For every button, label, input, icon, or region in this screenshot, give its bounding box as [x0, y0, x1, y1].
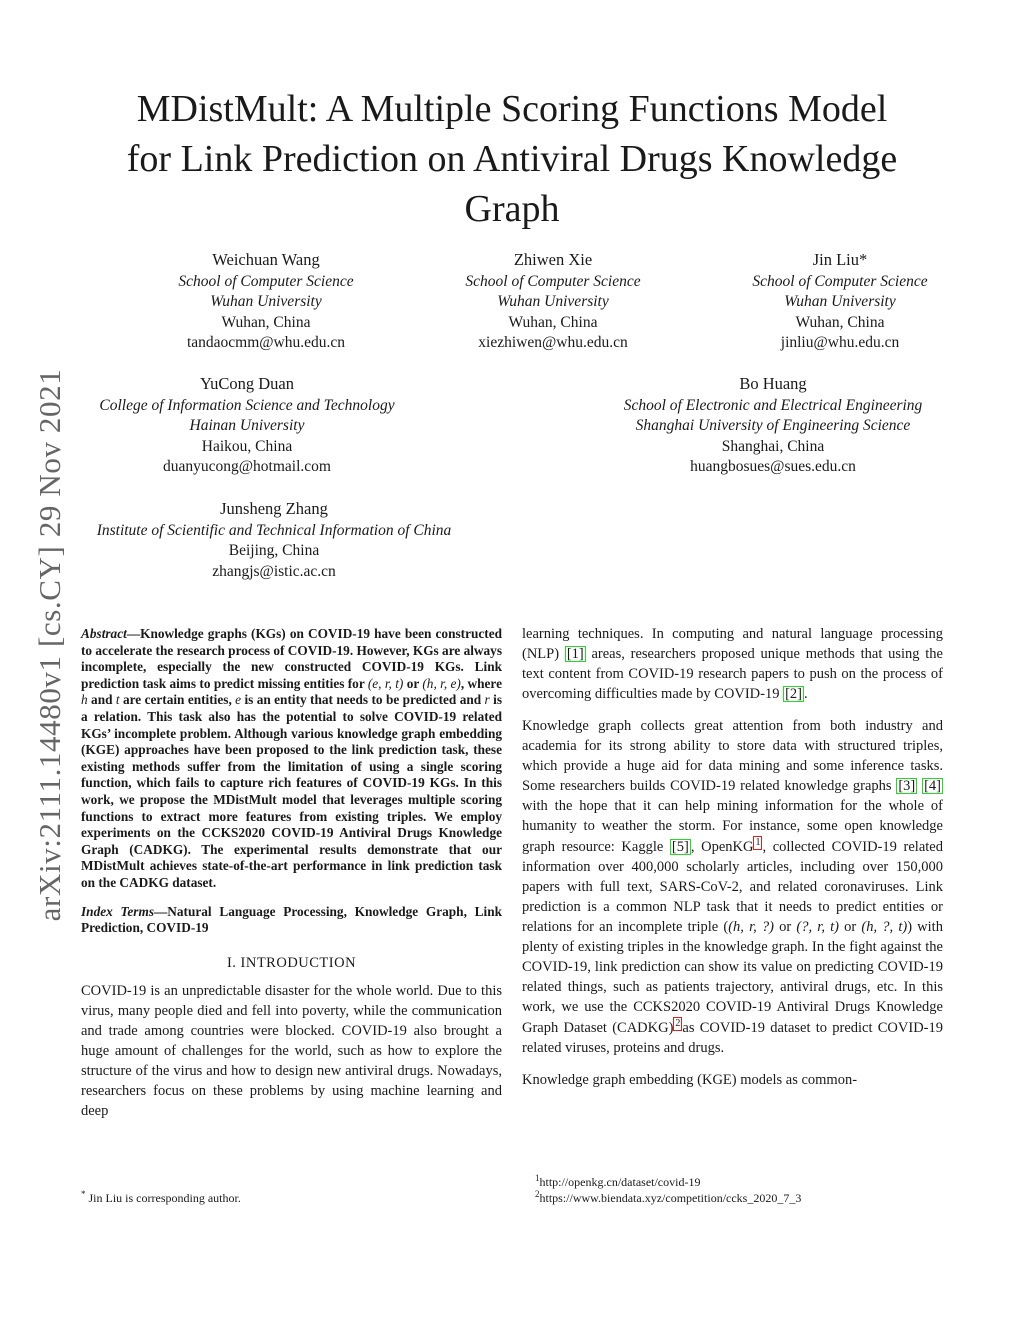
author-location: Shanghai, China — [721, 437, 825, 455]
author-name: YuCong Duan — [200, 374, 294, 393]
math-inline: t — [115, 692, 120, 708]
author-email: zhangjs@istic.ac.cn — [212, 562, 336, 580]
body-text: Knowledge graph collects great attention from both industry and academia for its strong ability to store data with structured triples, which provide a huge aid for data mining and some inference tasks. Some researchers builds COVID-19 related knowledge graphs — [522, 718, 943, 794]
abstract-text: is an entity that needs to be predicted and — [241, 692, 485, 708]
corresponding-author-footnote — [81, 1186, 241, 1206]
arxiv-sidebar — [30, 345, 70, 945]
right-paragraph-2 — [522, 716, 943, 1058]
math-inline: (h, r, ?) — [728, 918, 774, 935]
footnote-mark: * — [81, 1189, 86, 1199]
author-block-6 — [74, 499, 474, 582]
author-location: Wuhan, China — [221, 313, 311, 331]
author-dept: School of Computer Science — [752, 272, 928, 290]
author-email: huangbosues@sues.edu.cn — [690, 458, 856, 475]
author-email: duanyucong@hotmail.com — [163, 458, 331, 475]
author-name: Junsheng Zhang — [220, 499, 328, 518]
intro-paragraph-1: COVID-19 is an unpredictable disaster for the whole world. Due to this virus, many people died and fell into poverty, while the communication and trade among countries were blocked. COVID-19 also brought a huge amount of challenges for the world, such as how to explore the structure of the virus and how to design new antiviral drugs. Nowadays, researchers focus on these problems by using machine learning and deep — [81, 982, 502, 1119]
abstract-text: are certain entities, — [119, 692, 236, 708]
body-text: areas, researchers proposed unique methods that using the text content from COVID-19 research papers to push on the process of overcoming difficulties made by COVID-19 — [522, 646, 943, 702]
index-terms — [81, 904, 502, 937]
body-text: as COVID-19 dataset to predict COVID-19 related viruses, proteins and drugs. — [522, 1019, 943, 1056]
author-block-3 — [740, 250, 940, 354]
body-text: , OpenKG — [690, 838, 754, 855]
left-column — [81, 626, 502, 1121]
author-dept: School of Computer Science — [178, 272, 354, 290]
author-name: Weichuan Wang — [212, 250, 320, 269]
paper-title — [60, 84, 964, 234]
citation-link[interactable]: [1] — [566, 646, 584, 662]
abstract-text: —Knowledge graphs (KGs) on COVID-19 have been constructed to accelerate the research process of COVID-19. However, KGs are always incomplete, especially the new constructed COVID-19 KGs. Link prediction task aims to predict missing entities for — [81, 626, 502, 691]
footnote-text: Jin Liu is corresponding author. — [85, 1191, 241, 1205]
math-inline: (h, ?, t) — [861, 918, 908, 935]
author-dept: School of Computer Science — [465, 272, 641, 290]
author-email: jinliu@whu.edu.cn — [780, 334, 900, 351]
citation-link[interactable]: [2] — [785, 686, 802, 702]
author-name: Bo Huang — [739, 374, 807, 393]
citation-link[interactable]: [4] — [924, 778, 941, 794]
author-name: Zhiwen Xie — [513, 250, 593, 269]
title-line-1: MDistMult: A Multiple Scoring Functions Model — [136, 88, 888, 130]
author-org: Wuhan University — [210, 293, 322, 310]
author-org: Shanghai University of Engineering Science — [635, 417, 911, 434]
author-block-2 — [453, 250, 653, 354]
abstract-label: Abstract — [81, 626, 127, 641]
arxiv-identifier: arXiv:2111.14480v1 [cs.CY] 29 Nov 2021 — [32, 368, 67, 922]
math-inline: h — [81, 692, 88, 708]
body-text: . — [804, 686, 808, 702]
author-name: Jin Liu* — [812, 250, 868, 269]
author-dept: School of Electronic and Electrical Engineering — [623, 396, 923, 414]
math-inline: (h, r, e) — [422, 675, 461, 691]
author-org: Wuhan University — [497, 293, 609, 310]
author-block-1 — [166, 250, 366, 354]
citation-link[interactable]: [5] — [671, 838, 689, 855]
footnote-link[interactable]: 2 — [675, 1017, 681, 1029]
author-location: Haikou, China — [201, 437, 293, 455]
math-inline: r — [484, 692, 490, 708]
author-block-4 — [74, 374, 420, 478]
section-heading-introduction: I. INTRODUCTION — [226, 954, 357, 971]
abstract-text: , where — [460, 675, 502, 691]
body-text: ) with plenty of existing triples in the knowledge graph. In the fight against the COVID-19, link prediction can show its value on predicting COVID-19 related things, such as patients trajectory, antiviral drugs, etc. In this work, we use the CCKS2020 COVID-19 Antiviral Drugs Knowledge Graph Dataset (CADKG) — [522, 918, 943, 1036]
footnote-mark: 1 — [535, 1173, 540, 1183]
author-org: Hainan University — [189, 417, 305, 434]
author-dept: Institute of Scientific and Technical Information of China — [96, 521, 452, 539]
author-location: Wuhan, China — [508, 313, 598, 331]
footnote-url[interactable]: http://openkg.cn/dataset/covid-19 — [539, 1175, 701, 1189]
body-text: learning techniques. In computing and natural language processing (NLP) — [522, 626, 943, 662]
footnote-link[interactable]: 1 — [755, 837, 761, 848]
abstract-text: or — [403, 675, 423, 691]
citation-link[interactable]: [3] — [898, 778, 916, 794]
author-location: Wuhan, China — [795, 313, 885, 331]
footnote-2 — [535, 1186, 801, 1206]
body-text: or — [838, 918, 862, 935]
title-line-3: Graph — [464, 188, 560, 230]
author-dept: College of Information Science and Technology — [99, 396, 395, 414]
body-text: or — [774, 918, 797, 935]
footnote-url[interactable]: https://www.biendata.xyz/competition/ccks_2020_7_3 — [539, 1191, 802, 1205]
author-location: Beijing, China — [228, 542, 320, 559]
abstract-text: and — [87, 692, 116, 708]
index-terms-text: —Natural Language Processing, Knowledge Graph, Link Prediction, COVID-19 — [81, 903, 502, 936]
right-column — [522, 624, 943, 1090]
author-email: xiezhiwen@whu.edu.cn — [478, 334, 628, 351]
abstract — [81, 626, 502, 892]
math-inline: e — [235, 692, 242, 708]
abstract-text: is a relation. This task also has the potential to solve COVID-19 related KGs’ incomplete problem. Although various knowledge graph embedding (KGE) approaches have been proposed to the link prediction task, these existing methods suffer from the limitation of using a single scoring function, which fails to capture rich features of COVID-19 KGs. In this work, we propose the MDistMult model that leverages multiple scoring functions to extract more features from existing triples. We employ experiments on the CCKS2020 COVID-19 Antiviral Drugs Knowledge Graph (CADKG). The experimental results demonstrate that our MDistMult achieves state-of-the-art performance in link prediction task on the CADKG dataset. — [81, 692, 502, 890]
author-block-5 — [600, 374, 946, 478]
body-text: with the hope that it can help mining information for the whole of humanity to weather the storm. For instance, some open knowledge graph resource: Kaggle — [522, 798, 943, 855]
right-paragraph-3: Knowledge graph embedding (KGE) models as common- — [522, 1071, 858, 1088]
math-inline: (e, r, t) — [367, 675, 404, 691]
title-line-2: for Link Prediction on Antiviral Drugs Knowledge — [126, 138, 898, 180]
index-terms-label: Index Terms — [81, 903, 154, 919]
footnote-mark: 2 — [535, 1189, 540, 1199]
right-paragraph-1 — [522, 624, 943, 704]
author-email: tandaocmm@whu.edu.cn — [186, 334, 346, 351]
math-inline: (?, r, t) — [796, 918, 839, 935]
body-text: , collected COVID-19 related information over 400,000 scholarly articles, including over 150,000 papers with full text, SARS-CoV-2, and related coronaviruses. Link prediction is a common NLP task that it needs to predict entities or relations for an incomplete triple ( — [522, 838, 943, 935]
author-org: Wuhan University — [784, 293, 896, 310]
